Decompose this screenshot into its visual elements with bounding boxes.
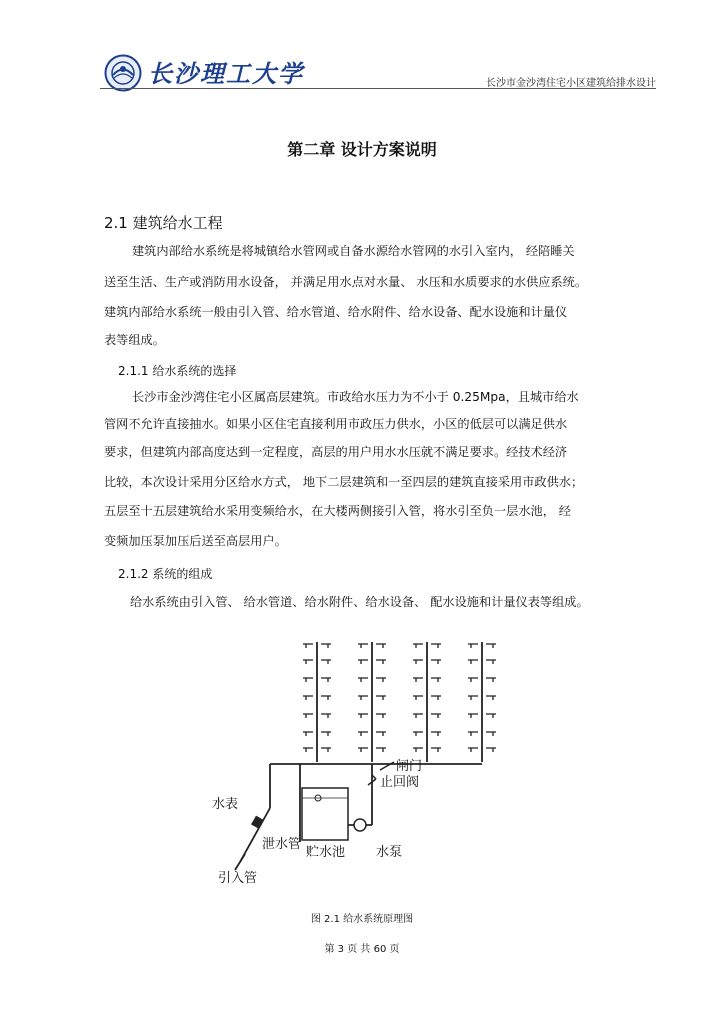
- faucet-icon: [468, 732, 478, 736]
- subsection-title: 2.1.1 给水系统的选择: [118, 364, 237, 378]
- faucet-icon: [413, 660, 423, 664]
- faucet-icon: [321, 678, 331, 682]
- faucet-icon: [431, 678, 441, 682]
- faucet-icon: [358, 696, 368, 700]
- paragraph-line: 五层至十五层建筑给水采用变频给水，在大楼两侧接引入管，将水引至负一层水池， 经: [104, 504, 571, 518]
- faucet-icon: [303, 748, 313, 752]
- section-title: 2.1 建筑给水工程: [104, 214, 223, 232]
- faucet-icon: [431, 696, 441, 700]
- faucet-icon: [413, 678, 423, 682]
- subsection-title: 2.1.2 系统的组成: [118, 567, 213, 581]
- paragraph-line: 送至生活、生产或消防用水设备， 并满足用水点对水量、 水压和水质要求的水供应系统。: [104, 275, 588, 289]
- label-inlet-pipe: 引入管: [218, 871, 258, 886]
- faucet-icon: [413, 732, 423, 736]
- paragraph-line: 长沙市金沙湾住宅小区属高层建筑。市政给水压力为不小于 0.25Mpa，且城市给水: [132, 390, 579, 404]
- riser-pipes: [317, 642, 482, 762]
- page-header: [100, 46, 656, 90]
- faucet-icon: [468, 644, 478, 648]
- faucet-icon: [413, 714, 423, 718]
- label-meter: 水表: [212, 797, 239, 812]
- pump-icon: [354, 819, 366, 831]
- paragraph-line: 管网不允许直接抽水。如果小区住宅直接利用市政压力供水，小区的低层可以满足供水: [104, 417, 568, 431]
- faucet-icon: [321, 748, 331, 752]
- faucet-icon: [486, 732, 496, 736]
- faucet-icon: [431, 732, 441, 736]
- faucet-icon: [431, 714, 441, 718]
- paragraph-line: 建筑内部给水系统是将城镇给水管网或自备水源给水管网的水引入室内， 经陪睡关: [132, 244, 575, 258]
- faucet-icon: [468, 660, 478, 664]
- faucet-icon: [321, 644, 331, 648]
- faucet-icon: [303, 678, 313, 682]
- label-valve: 闸门: [396, 759, 423, 774]
- faucet-icon: [358, 732, 368, 736]
- faucet-icon: [468, 714, 478, 718]
- paragraph-line: 变频加压泵加压后送至高层用户。: [104, 534, 287, 548]
- faucet-icon: [303, 732, 313, 736]
- faucet-icon: [358, 748, 368, 752]
- faucet-icon: [321, 714, 331, 718]
- header-divider: [100, 88, 656, 89]
- faucet-icon: [413, 748, 423, 752]
- faucet-icon: [376, 678, 386, 682]
- university-name: 长沙理工大学: [148, 59, 304, 88]
- university-logo-icon: [104, 54, 142, 92]
- paragraph-line: 比较，本次设计采用分区给水方式， 地下二层建筑和一至四层的建筑直接采用市政供水；: [104, 475, 584, 489]
- paragraph-line: 要求，但建筑内部高度达到一定程度，高层的用户用水水压就不满足要求。经技术经济: [104, 445, 568, 459]
- faucet-icon: [376, 732, 386, 736]
- faucet-icon: [376, 644, 386, 648]
- faucet-icon: [303, 696, 313, 700]
- faucet-icon: [376, 660, 386, 664]
- faucet-icon: [358, 644, 368, 648]
- label-check-valve: 止回阀: [380, 775, 420, 790]
- label-pump: 水泵: [376, 845, 403, 860]
- faucet-icon: [303, 660, 313, 664]
- faucet-icon: [413, 644, 423, 648]
- faucet-icon: [321, 696, 331, 700]
- label-tank: 贮水池: [306, 845, 346, 860]
- faucet-taps: [303, 644, 496, 752]
- paragraph-line: 给水系统由引入管、 给水管道、给水附件、给水设备、 配水设施和计量仪表等组成。: [130, 595, 589, 609]
- faucet-icon: [321, 660, 331, 664]
- faucet-icon: [486, 696, 496, 700]
- water-supply-diagram: [200, 630, 530, 890]
- faucet-icon: [486, 748, 496, 752]
- page-footer: 第 3 页 共 60 页: [324, 944, 400, 955]
- faucet-icon: [358, 660, 368, 664]
- faucet-icon: [376, 696, 386, 700]
- faucet-icon: [468, 678, 478, 682]
- faucet-icon: [358, 714, 368, 718]
- paragraph-line: 表等组成。: [104, 333, 165, 347]
- faucet-icon: [486, 644, 496, 648]
- faucet-icon: [468, 696, 478, 700]
- document-title: 长沙市金沙湾住宅小区建筑给排水设计: [486, 78, 656, 89]
- faucet-icon: [358, 678, 368, 682]
- paragraph-line: 建筑内部给水系统一般由引入管、给水管道、给水附件、给水设备、配水设施和计量仪: [104, 305, 568, 319]
- faucet-icon: [431, 748, 441, 752]
- faucet-icon: [468, 748, 478, 752]
- storage-tank: [302, 788, 348, 840]
- chapter-title: 第二章 设计方案说明: [287, 140, 437, 159]
- faucet-icon: [486, 714, 496, 718]
- faucet-icon: [321, 732, 331, 736]
- faucet-icon: [376, 714, 386, 718]
- figure-caption: 图 2.1 给水系统原理图: [310, 914, 414, 925]
- water-meter-icon: [251, 816, 263, 829]
- faucet-icon: [431, 644, 441, 648]
- faucet-icon: [303, 644, 313, 648]
- faucet-icon: [431, 660, 441, 664]
- faucet-icon: [413, 696, 423, 700]
- faucet-icon: [303, 714, 313, 718]
- faucet-icon: [376, 748, 386, 752]
- faucet-icon: [486, 660, 496, 664]
- label-drain-pipe: 泄水管: [262, 837, 302, 852]
- faucet-icon: [486, 678, 496, 682]
